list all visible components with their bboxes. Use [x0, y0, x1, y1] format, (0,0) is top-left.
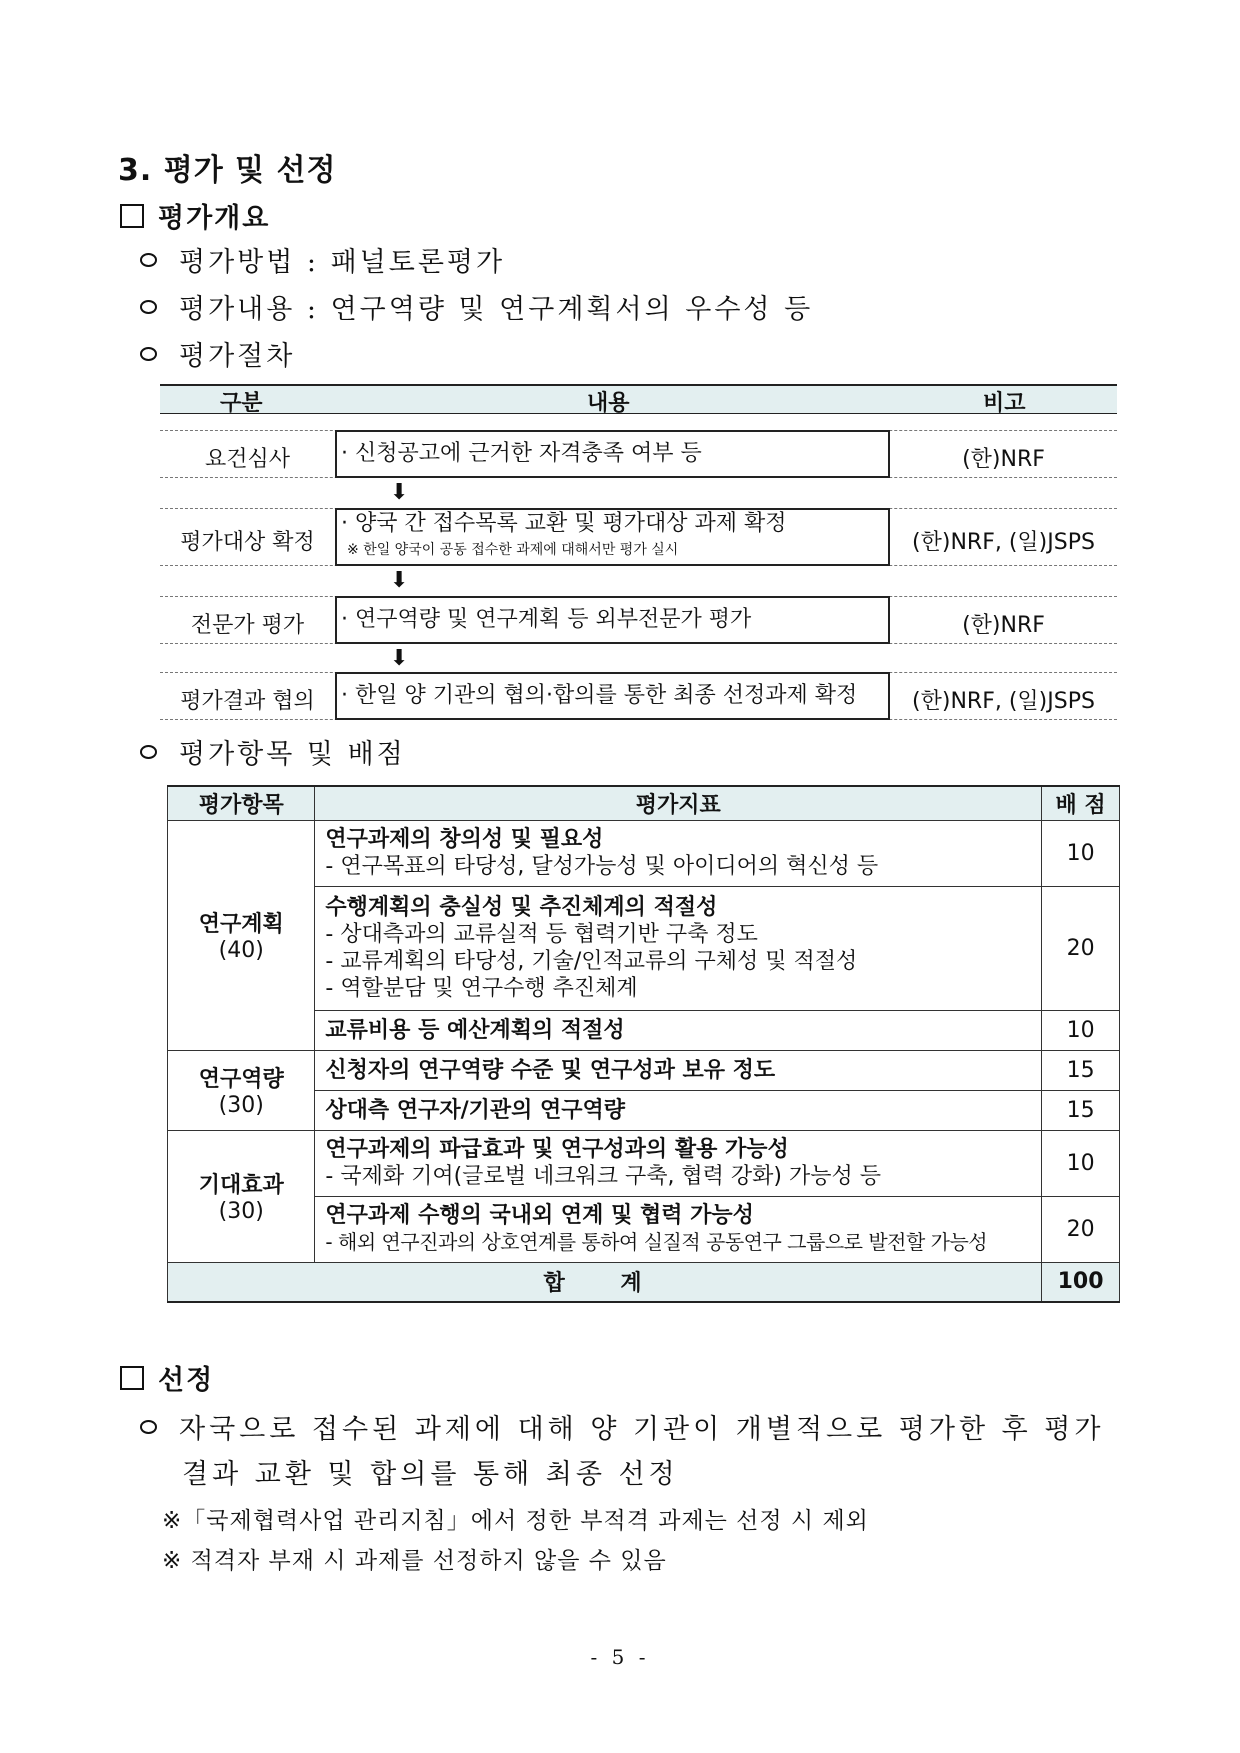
selection-heading-text: 선정 [158, 1365, 215, 1396]
overview-item [140, 240, 505, 279]
process-row-label: 평가대상 확정 [180, 530, 315, 555]
points-cell: 10 [1042, 1010, 1120, 1050]
process-row-content: · 신청공고에 근거한 자격충족 여부 등 [335, 430, 890, 478]
overview-heading-text: 평가개요 [158, 203, 271, 234]
indicator-detail: - 연구목표의 타당성, 달성가능성 및 아이디어의 혁신성 등 [325, 854, 879, 879]
total-points: 100 [1042, 1262, 1120, 1302]
circle-bullet-icon [140, 1420, 157, 1434]
overview-item [140, 334, 295, 373]
overview-item [140, 287, 813, 326]
indicator-title: 연구과제의 창의성 및 필요성 [325, 827, 604, 852]
process-header-category: 구분 [220, 391, 263, 416]
indicator-cell [315, 1050, 1042, 1090]
process-row-remark: (한)NRF [962, 613, 1045, 638]
indicator-cell [315, 1090, 1042, 1130]
scoring-table [167, 785, 1120, 1303]
process-row-label: 요건심사 [204, 447, 290, 472]
scoring-bullet-text: 평가항목 및 배점 [179, 739, 406, 770]
circle-bullet-icon [140, 253, 157, 267]
indicator-title: 연구과제 수행의 국내외 연계 및 협력 가능성 [325, 1203, 754, 1228]
process-table [160, 384, 1117, 714]
process-row-content [335, 508, 890, 566]
process-row-label: 전문가 평가 [190, 613, 305, 638]
category-cell [168, 820, 315, 1050]
selection-note: ※ 적격자 부재 시 과제를 선정하지 않을 수 있음 [162, 1548, 667, 1574]
category-weight: (40) [218, 938, 264, 963]
indicator-cell [315, 1196, 1042, 1262]
circle-bullet-icon [140, 300, 157, 314]
indicator-title: 수행계획의 충실성 및 추진체계의 적절성 [325, 895, 718, 920]
category-name: 연구계획 [198, 912, 284, 937]
indicator-detail: - 상대측과의 교류실적 등 협력기반 구축 정도 [325, 922, 758, 947]
overview-item-text: 평가내용 : 연구역량 및 연구계획서의 우수성 등 [179, 294, 814, 325]
points-cell: 10 [1042, 820, 1120, 886]
indicator-title: 교류비용 등 예산계획의 적절성 [325, 1017, 625, 1043]
indicator-detail: - 역할분담 및 연구수행 추진체계 [325, 976, 638, 1001]
category-name: 기대효과 [198, 1173, 284, 1198]
category-cell [168, 1130, 315, 1262]
process-row-label: 평가결과 협의 [180, 689, 315, 714]
overview-item-text: 평가절차 [179, 341, 296, 372]
process-header-content: 내용 [587, 391, 630, 416]
indicator-title: 연구과제의 파급효과 및 연구성과의 활용 가능성 [325, 1137, 789, 1162]
selection-bullet [140, 1407, 1104, 1446]
points-cell: 20 [1042, 886, 1120, 1010]
process-row [160, 430, 1117, 478]
selection-line1: 자국으로 접수된 과제에 대해 양 기관이 개별적으로 평가한 후 평가 [179, 1414, 1105, 1445]
scoring-header-points: 배 점 [1042, 786, 1120, 820]
process-row [160, 508, 1117, 566]
points-cell: 15 [1042, 1090, 1120, 1130]
indicator-title: 상대측 연구자/기관의 연구역량 [325, 1097, 626, 1123]
indicator-cell [315, 1130, 1042, 1196]
indicator-title: 신청자의 연구역량 수준 및 연구성과 보유 정도 [325, 1057, 776, 1083]
indicator-cell [315, 820, 1042, 886]
overview-item-text: 평가방법 : 패널토론평가 [179, 247, 506, 278]
scoring-bullet [140, 732, 406, 771]
circle-bullet-icon [140, 347, 157, 361]
process-row-remark: (한)NRF [962, 447, 1045, 472]
selection-line2: 결과 교환 및 합의를 통해 최종 선정 [182, 1459, 679, 1490]
process-row-remark: (한)NRF, (일)JSPS [912, 530, 1095, 555]
scoring-header-category: 평가항목 [168, 786, 315, 820]
points-cell: 15 [1042, 1050, 1120, 1090]
section-title: 3. 평가 및 선정 [118, 153, 337, 188]
total-row [168, 1262, 1120, 1302]
checkbox-square-icon [120, 1366, 144, 1390]
points-cell: 20 [1042, 1196, 1120, 1262]
process-row-content: · 연구역량 및 연구계획 등 외부전문가 평가 [335, 596, 890, 644]
page-number: - 5 - [590, 1645, 650, 1669]
process-row-note: ※ 한일 양국이 공동 접수한 과제에 대해서만 평가 실시 [347, 542, 679, 558]
table-row [168, 820, 1120, 886]
indicator-detail: - 해외 연구진과의 상호연계를 통하여 실질적 공동연구 그룹으로 발전할 가능성 [325, 1230, 988, 1254]
indicator-cell [315, 886, 1042, 1010]
checkbox-square-icon [120, 204, 144, 228]
process-row-content-text: · 양국 간 접수목록 교환 및 평가대상 과제 확정 [341, 511, 787, 536]
circle-bullet-icon [140, 745, 157, 759]
overview-heading [120, 196, 270, 235]
selection-note: ※「국제협력사업 관리지침」에서 정한 부적격 과제는 선정 시 제외 [162, 1508, 869, 1534]
process-header-remark: 비고 [983, 391, 1026, 416]
down-arrow-icon: ⬇ [390, 480, 409, 505]
category-weight: (30) [218, 1199, 264, 1224]
category-cell [168, 1050, 315, 1130]
process-row [160, 672, 1117, 720]
indicator-cell [315, 1010, 1042, 1050]
process-row-content: · 한일 양 기관의 협의·합의를 통한 최종 선정과제 확정 [335, 672, 890, 720]
scoring-header-row [168, 786, 1120, 820]
points-cell: 10 [1042, 1130, 1120, 1196]
category-name: 연구역량 [198, 1067, 284, 1092]
table-row [168, 1050, 1120, 1090]
process-row [160, 596, 1117, 644]
category-weight: (30) [218, 1093, 264, 1118]
down-arrow-icon: ⬇ [390, 646, 409, 671]
selection-heading [120, 1358, 214, 1397]
down-arrow-icon: ⬇ [390, 568, 409, 593]
table-row [168, 1130, 1120, 1196]
total-label: 합 계 [168, 1262, 1042, 1302]
indicator-detail: - 교류계획의 타당성, 기술/인적교류의 구체성 및 적절성 [325, 949, 858, 974]
scoring-header-indicator: 평가지표 [315, 786, 1042, 820]
process-row-remark: (한)NRF, (일)JSPS [912, 689, 1095, 714]
indicator-detail: - 국제화 기여(글로벌 네크워크 구축, 협력 강화) 가능성 등 [325, 1164, 882, 1189]
process-table-header [160, 384, 1117, 414]
